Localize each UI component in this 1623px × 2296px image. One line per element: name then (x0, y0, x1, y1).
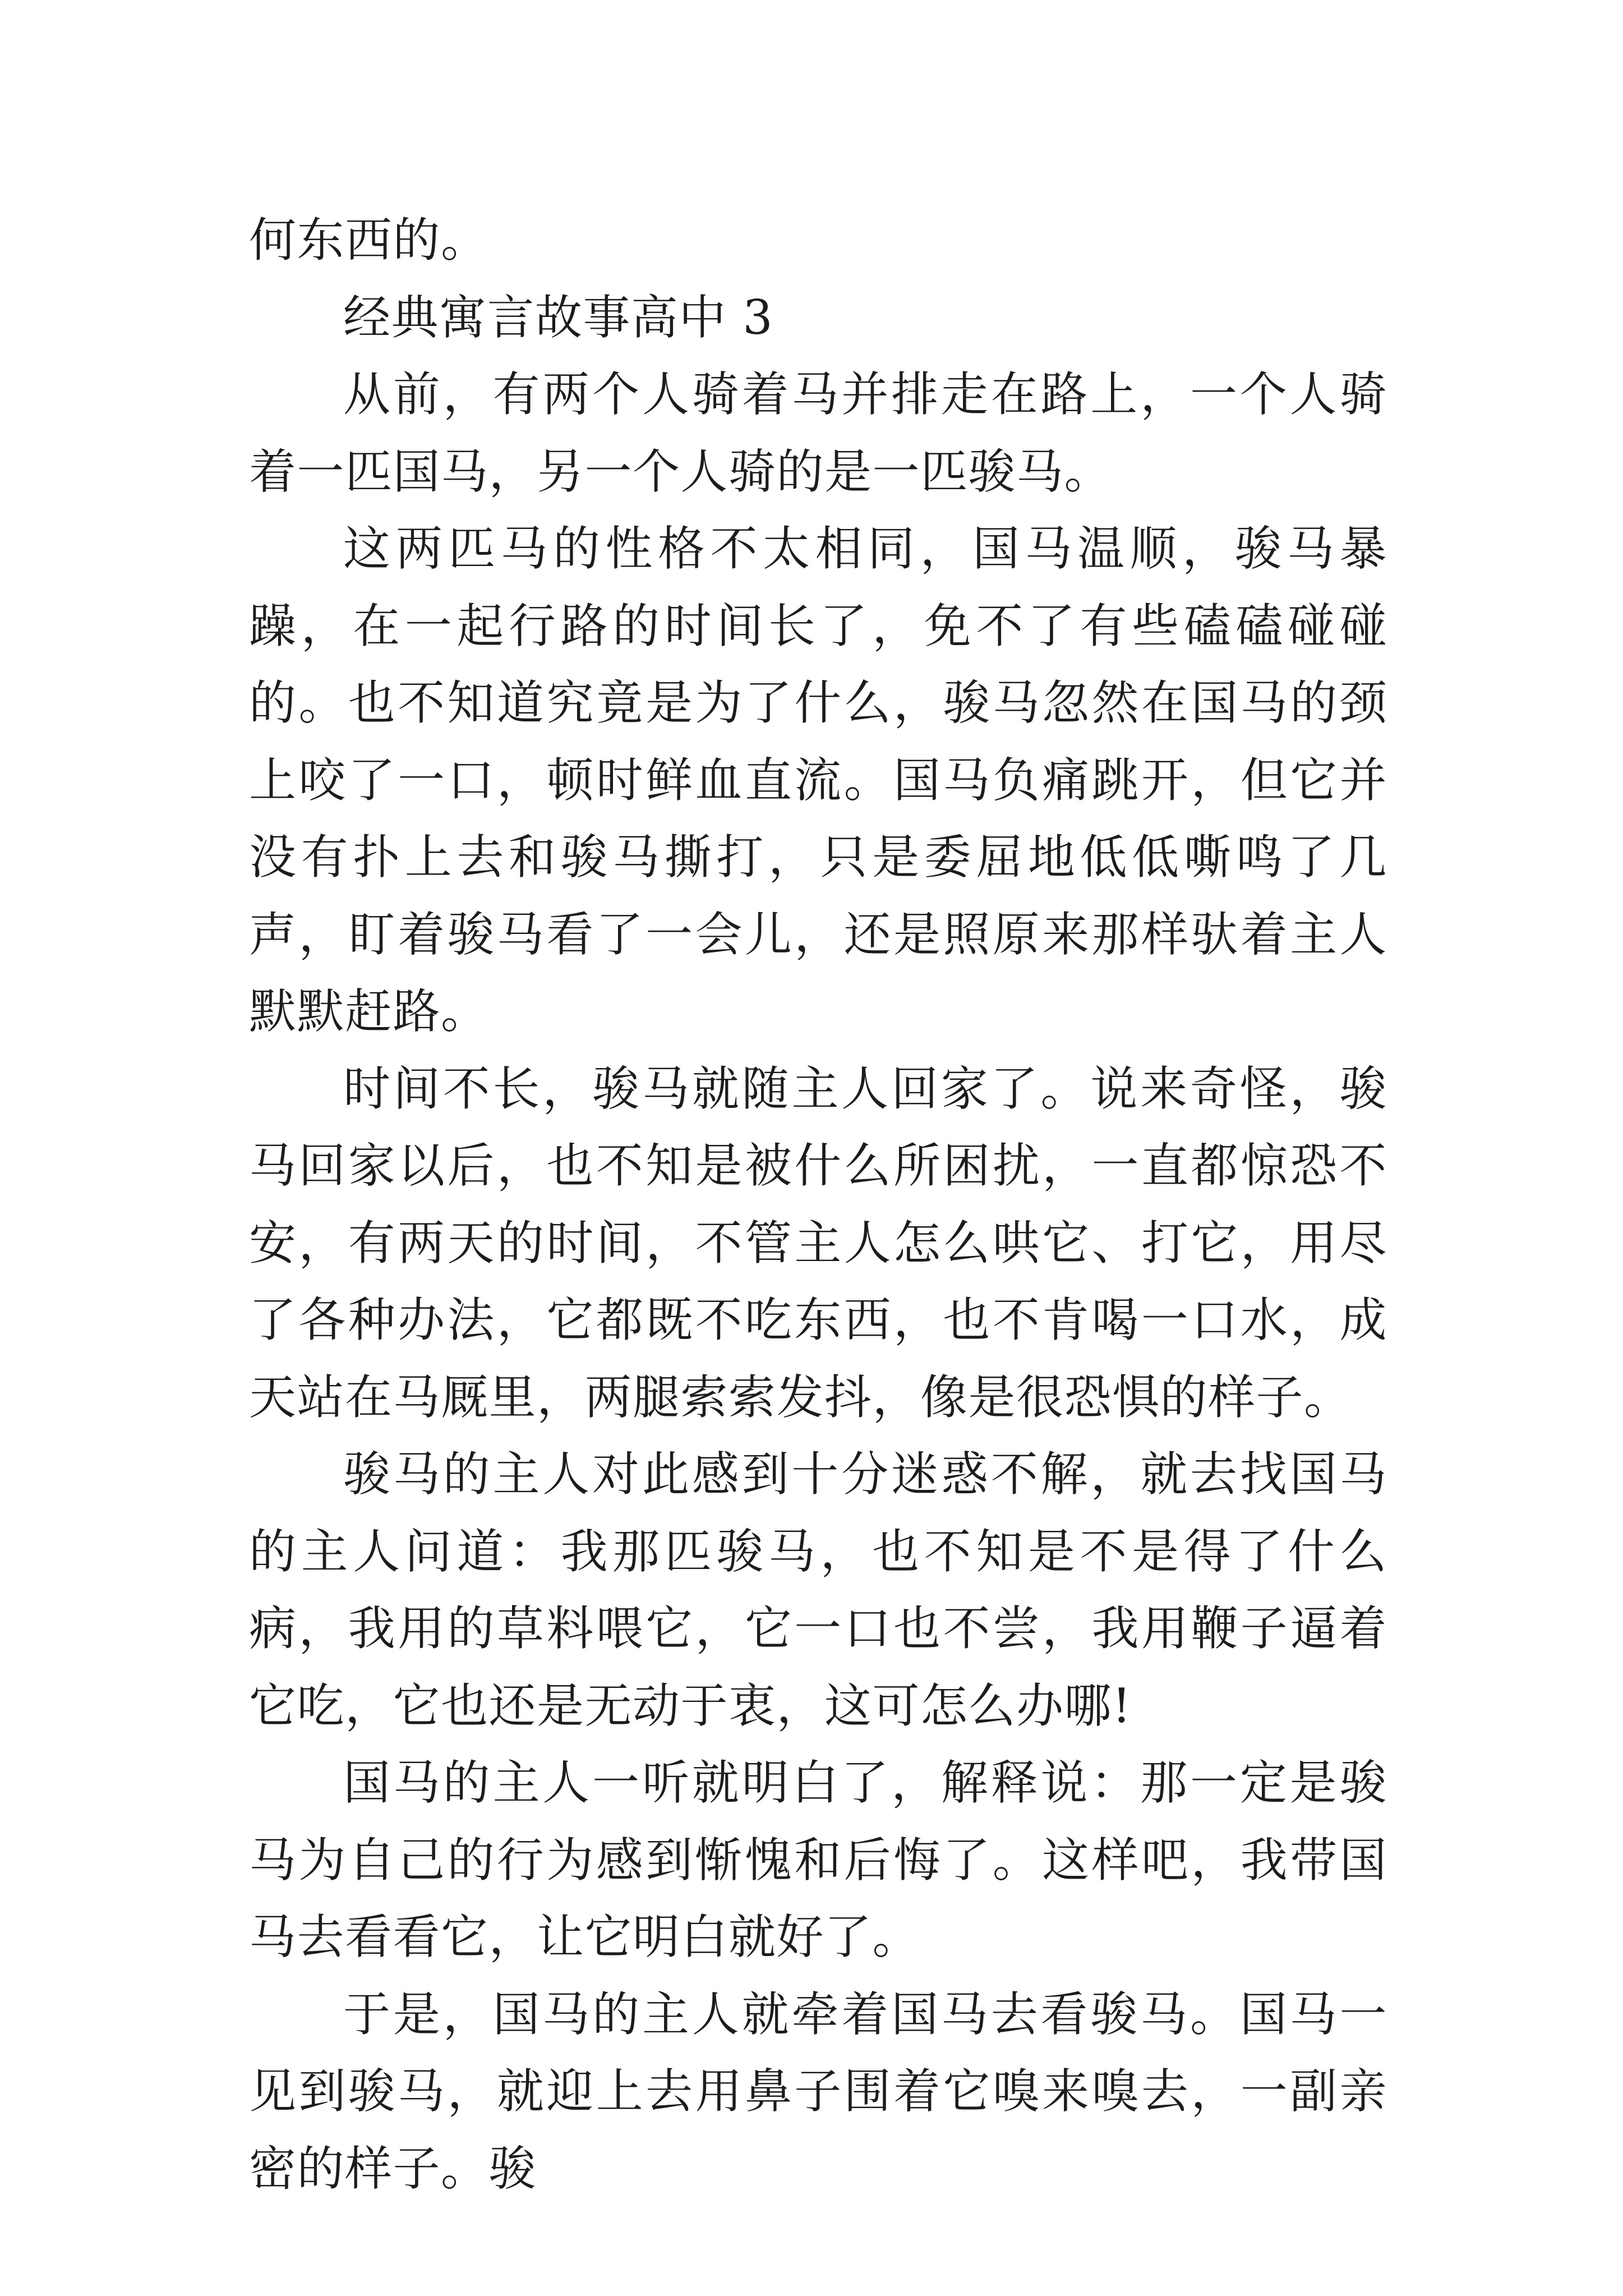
paragraph-continuation: 何东西的。 (249, 213, 489, 268)
paragraph: 这两匹马的性格不太相同，国马温顺，骏马暴躁，在一起行路的时间长了，免不了有些磕磕碰碰的。也不知道究竟是为了什么，骏马忽然在国马的颈上咬了一口，顿时鲜血直流。国马负痛跳开，但它并没有扑上去和骏马撕打，只是委屈地低低嘶鸣了几声，盯着骏马看了一会儿，还是照原来那样驮着主人默默赶路。 (249, 521, 1387, 1039)
paragraph: 骏马的主人对此感到十分迷惑不解，就去找国马的主人问道：我那匹骏马，也不知是不是得了什么病，我用的草料喂它，它一口也不尝，我用鞭子逼着它吃，它也还是无动于衷，这可怎么办哪! (249, 1447, 1387, 1733)
section-heading: 经典寓言故事高中 3 (343, 289, 774, 345)
paragraph: 国马的主人一听就明白了，解释说：那一定是骏马为自己的行为感到惭愧和后悔了。这样吧，我带国马去看看它，让它明白就好了。 (249, 1755, 1387, 1964)
paragraph: 从前，有两个人骑着马并排走在路上，一个人骑着一匹国马，另一个人骑的是一匹骏马。 (249, 367, 1387, 499)
document-body (249, 202, 1387, 2207)
paragraph: 于是，国马的主人就牵着国马去看骏马。国马一见到骏马，就迎上去用鼻子围着它嗅来嗅去，一副亲密的样子。骏 (249, 1986, 1387, 2196)
paragraph: 时间不长，骏马就随主人回家了。说来奇怪，骏马回家以后，也不知是被什么所困扰，一直都惊恐不安，有两天的时间，不管主人怎么哄它、打它，用尽了各种办法，它都既不吃东西，也不肯喝一口水，成天站在马厩里，两腿索索发抖，像是很恐惧的样子。 (249, 1061, 1387, 1425)
